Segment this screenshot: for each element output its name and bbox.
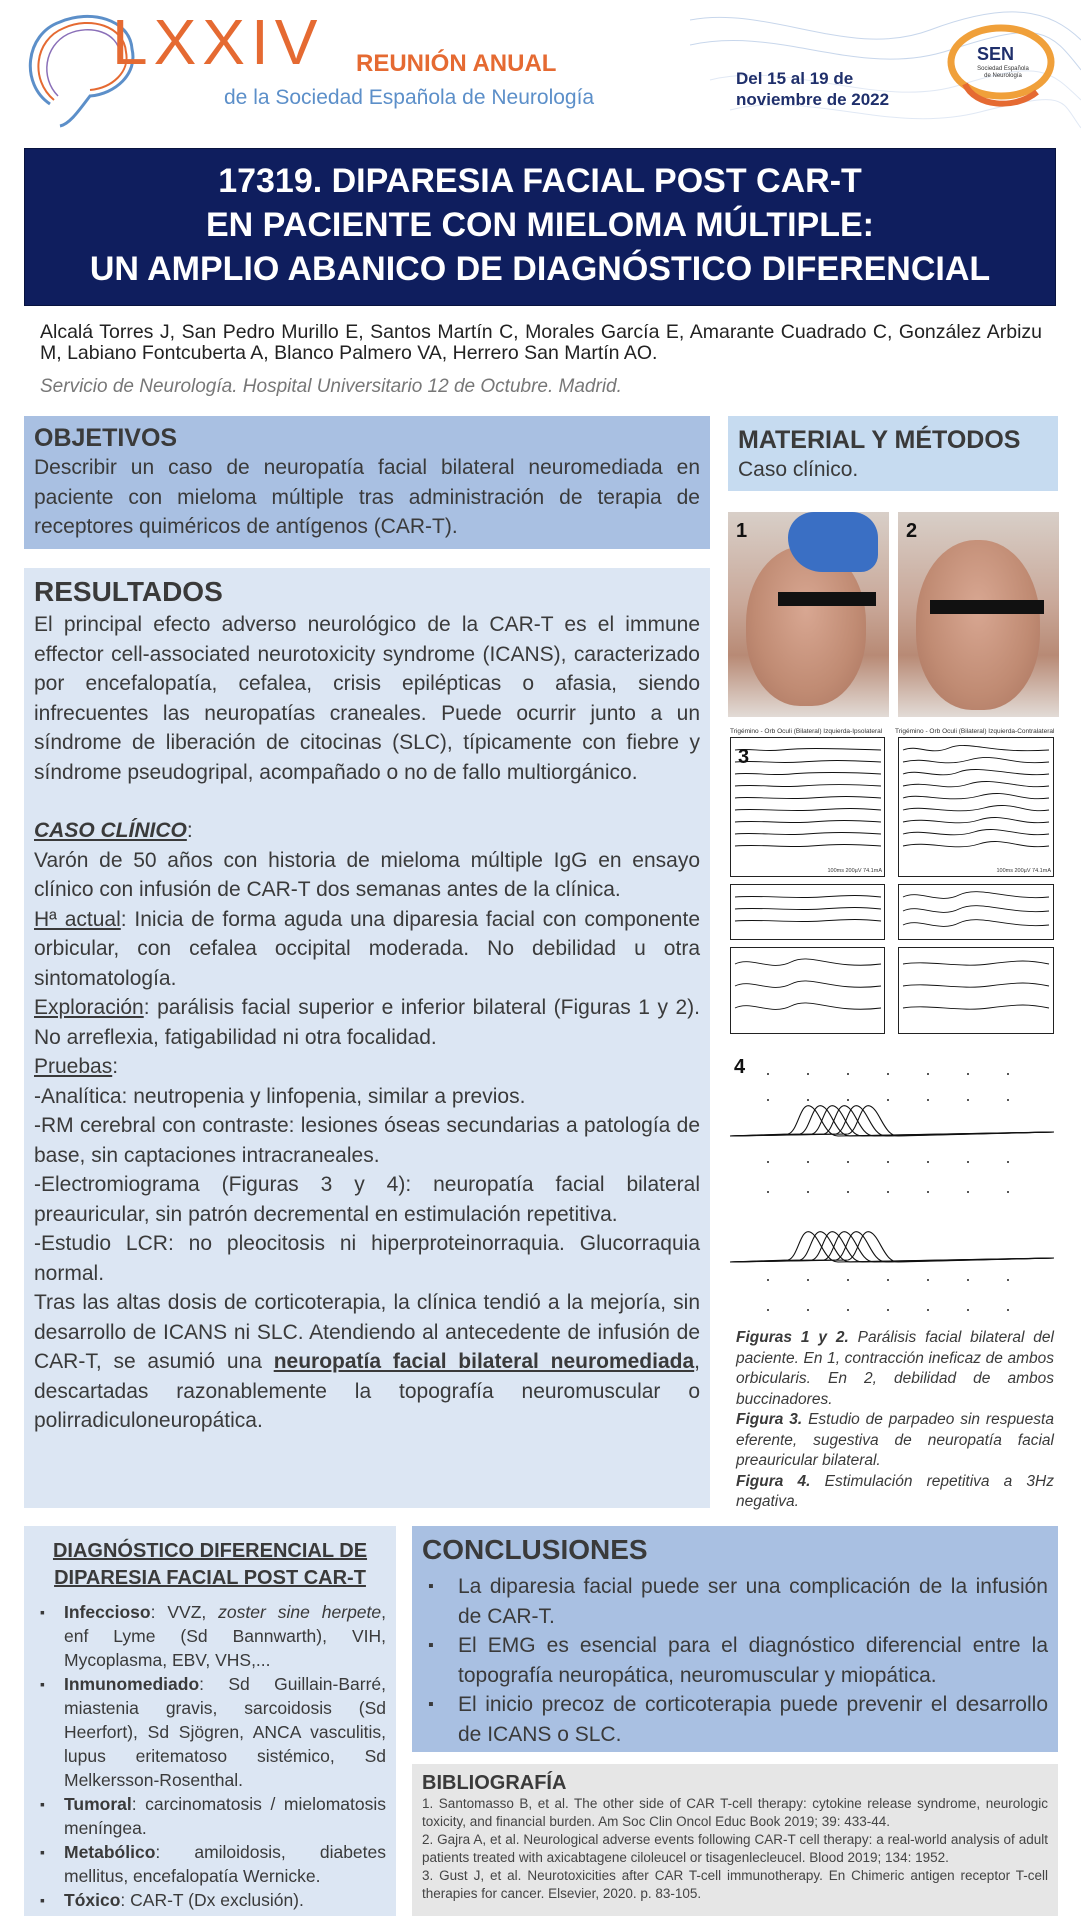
date-line-2: noviembre de 2022 bbox=[736, 90, 890, 110]
item-label: Inmunomediado bbox=[64, 1674, 200, 1694]
diagnostico-title bbox=[34, 1538, 386, 1592]
conclusiones-title: CONCLUSIONES bbox=[422, 1534, 648, 1565]
pruebas-heading bbox=[34, 1052, 700, 1082]
diagnostico-title-line-2: DIPARESIA FACIAL POST CAR-T bbox=[54, 1567, 366, 1589]
list-item: ▪ El inicio precoz de corticoterapia puede prevenir el desarrollo de ICANS o SLC. bbox=[422, 1690, 1048, 1749]
eye-censor-bar-1 bbox=[778, 592, 876, 606]
date-line-1: Del 15 al 19 de bbox=[736, 69, 854, 88]
poster-title-box bbox=[24, 148, 1056, 306]
figure-3-emg bbox=[728, 728, 1058, 1040]
objetivos-text: Describir un caso de neuropatía facial bilateral neuromediada en paciente con mieloma múltiple tras administración de terapia de receptores quiméricos de antígenos (CAR-T). bbox=[34, 456, 700, 538]
emg-trace-4 bbox=[899, 885, 1053, 939]
eye-censor-bar-2 bbox=[930, 600, 1044, 614]
list-item: ▪ El EMG es esencial para el diagnóstico diferencial entre la topografía neuropática, neuromuscular y miopática. bbox=[422, 1631, 1048, 1690]
title-line-2: EN PACIENTE CON MIELOMA MÚLTIPLE: bbox=[205, 206, 874, 244]
bibliografia-section bbox=[412, 1764, 1058, 1916]
sen-logo-subtext: Sociedad Española de Neurología bbox=[977, 66, 1029, 79]
pruebas-colon: : bbox=[112, 1055, 119, 1078]
final-pre: Tras las altas dosis de corticoterapia, la clínica tendió a la mejoría, sin desarrollo de ICANS ni SLC. Atendiendo al antecedente de infusión de CAR-T, se asumió una bbox=[34, 1291, 700, 1373]
item-text: : CAR-T (Dx exclusión). bbox=[120, 1890, 304, 1910]
emg-panel-5 bbox=[730, 947, 885, 1034]
congress-numeral: LXXIV bbox=[112, 6, 324, 78]
historia-actual-label: Hª actual bbox=[34, 907, 121, 931]
emg-panel-1 bbox=[730, 737, 885, 877]
material-title: MATERIAL Y MÉTODOS bbox=[738, 426, 1021, 454]
sen-logo bbox=[945, 22, 1061, 112]
conclusiones-list bbox=[422, 1572, 1048, 1749]
emg-panel-6 bbox=[898, 947, 1054, 1034]
exploracion-label: Exploración bbox=[34, 996, 144, 1019]
objetivos-section bbox=[24, 416, 710, 549]
resultados-section bbox=[24, 568, 710, 1508]
emg-panel-3 bbox=[730, 884, 885, 940]
authors: Alcalá Torres J, San Pedro Murillo E, Santos Martín C, Morales García E, Amarante Cuadrado C, González Arbizu M, Labiano Fontcuberta A, Blanco Palmero VA, Herrero San Martín AO. bbox=[40, 321, 1042, 364]
figure-2-number: 2 bbox=[906, 520, 918, 542]
caso-clinico-title: CASO CLÍNICO bbox=[34, 819, 187, 842]
caption-fig4-label: Figura 4. bbox=[736, 1472, 811, 1490]
figure-1-number: 1 bbox=[736, 520, 748, 542]
figure-3-number: 3 bbox=[738, 746, 750, 768]
item-label: Tóxico bbox=[64, 1890, 121, 1910]
emg-trace-6 bbox=[899, 948, 1053, 1033]
diagnostico-title-line-1: DIAGNÓSTICO DIFERENCIAL DE bbox=[52, 1540, 368, 1562]
item-label: Tumoral bbox=[64, 1794, 132, 1814]
item-italic: zoster sine herpete bbox=[218, 1602, 382, 1622]
exploracion-text: : parálisis facial superior e inferior bilateral (Figuras 1 y 2). No arreflexia, fatigabilidad ni otra focalidad. bbox=[34, 996, 700, 1049]
figure-4-number: 4 bbox=[734, 1056, 746, 1078]
title-line-3: UN AMPLIO ABANICO DE DIAGNÓSTICO DIFERENCIAL bbox=[89, 250, 991, 288]
sen-logo-text: SEN bbox=[977, 44, 1015, 64]
title-line-1: 17319. DIPARESIA FACIAL POST CAR-T bbox=[218, 162, 862, 200]
item-label: Metabólico bbox=[64, 1842, 156, 1862]
list-item bbox=[34, 1600, 386, 1672]
emg-panel-4 bbox=[898, 884, 1054, 940]
poster-title bbox=[25, 149, 1055, 291]
exploracion bbox=[34, 993, 700, 1052]
final-post: , descartadas razonablemente la topografía neuromuscular o polirradiculoneuropática. bbox=[34, 1350, 700, 1432]
caso-clinico-colon: : bbox=[186, 819, 193, 842]
objetivos-title: OBJETIVOS bbox=[34, 424, 178, 452]
congress-dates bbox=[736, 68, 889, 111]
caption-fig12-text: Parálisis facial bilateral del paciente. En 1, contracción ineficaz de ambos orbicularis. En 2, debilidad de ambos buccinadores. bbox=[736, 1329, 1054, 1408]
caption-fig12-label: Figuras 1 y 2. bbox=[736, 1329, 849, 1346]
list-item: ▪ La diparesia facial puede ser una complicación de la infusión de CAR-T. bbox=[422, 1572, 1048, 1631]
society-name: de la Sociedad Española de Neurología bbox=[224, 86, 595, 109]
item-text: : VVZ, bbox=[150, 1602, 219, 1622]
item-rest: , enf Lyme (Sd Bannwarth), VIH, Mycoplasma, EBV, VHS,... bbox=[64, 1602, 386, 1670]
prueba-lcr: -Estudio LCR: no pleocitosis ni hiperproteinorraquia. Glucorraquia normal. bbox=[34, 1232, 700, 1285]
affiliation: Servicio de Neurología. Hospital Universitario 12 de Octubre. Madrid. bbox=[40, 376, 622, 397]
prueba-emg: -Electromiograma (Figuras 3 y 4): neuropatía facial bilateral preauricular, sin patrón decremental en estimulación repetitiva. bbox=[34, 1173, 700, 1226]
emg-trace-2 bbox=[899, 738, 1053, 876]
final-bold: neuropatía facial bilateral neuromediada bbox=[273, 1350, 695, 1373]
historia-actual bbox=[34, 905, 700, 994]
prueba-rm: -RM cerebral con contraste: lesiones óseas secundarias a patología de base, sin captaciones intracraneales. bbox=[34, 1114, 700, 1167]
reference-item: 1. Santomasso B, et al. The other side of CAR T-cell therapy: cytokine release syndrome, neurologic toxicity, and financial burden. Am Soc Clin Oncol Educ Book 2019; 39: 433-44. bbox=[422, 1796, 1048, 1829]
resultados-intro: El principal efecto adverso neurológico de la CAR-T es el immune effector cell-associated neurotoxicity syndrome (ICANS), caracterizado por encefalopatía, cefalea, crisis epilépticas o afasia, siendo infrecuentes las neuropatías craneales. Puede ocurrir junto a un síndrome de liberación de citocinas (SLC), típicamente con fiebre y síndrome pseudogripal, acompañado o no de fallo multiorgánico. bbox=[34, 613, 700, 784]
figure-1-photo bbox=[728, 512, 889, 717]
diagnostico-diferencial-section bbox=[24, 1526, 396, 1916]
figure-4-repetitive-stimulation bbox=[728, 1052, 1058, 1322]
item-label: Infeccioso bbox=[64, 1602, 151, 1622]
caso-clinico-text: Varón de 50 años con historia de mieloma múltiple IgG en ensayo clínico con infusión de CAR-T dos semanas antes de la clínica. bbox=[34, 848, 700, 901]
poster-header bbox=[0, 0, 1081, 140]
reference-item: 3. Gust J, et al. Neurotoxicities after CAR T-cell immunotherapy. En Chimeric antigen receptor T-cell therapies for cancer. Elsevier, 2020. p. 83-105. bbox=[422, 1868, 1048, 1901]
material-section bbox=[728, 416, 1058, 491]
list-item bbox=[34, 1840, 386, 1888]
emg-scale-1: 100ms 200µV 74.1mA bbox=[827, 868, 882, 874]
glove-hand bbox=[788, 512, 878, 572]
emg-header-left: Trigémino - Orb Oculi (Bilateral) Izquierda-Ipsolateral bbox=[730, 728, 883, 735]
item-text: : carcinomatosis / mielomatosis meníngea. bbox=[64, 1794, 386, 1838]
congress-name: REUNIÓN ANUAL bbox=[356, 50, 557, 77]
historia-actual-text: : Inicia de forma aguda una diparesia facial con componente orbicular, con cefalea occipital moderada. No debilidad u otra sintomatología. bbox=[34, 907, 700, 990]
figure-2-photo bbox=[898, 512, 1059, 717]
figure-caption bbox=[736, 1328, 1054, 1513]
reference-item: 2. Gajra A, et al. Neurological adverse events following CAR-T cell therapy: a real-world analysis of adult patients treated with axicabtagene ciloleucel or tisagenlecleucel. Blood 2019; 134: 1952. bbox=[422, 1832, 1048, 1865]
list-item bbox=[34, 1888, 386, 1912]
emg-trace-5 bbox=[731, 948, 884, 1033]
material-text: Caso clínico. bbox=[738, 458, 859, 481]
bibliografia-title: BIBLIOGRAFÍA bbox=[422, 1772, 567, 1794]
caso-clinico-heading bbox=[34, 816, 700, 846]
caption-fig4 bbox=[736, 1472, 1054, 1513]
caption-fig3-label: Figura 3. bbox=[736, 1411, 803, 1428]
resultados-final bbox=[34, 1288, 700, 1436]
figure-4-trace bbox=[728, 1052, 1058, 1322]
item-text: : amiloidosis, diabetes mellitus, encefalopatía Wernicke. bbox=[64, 1842, 386, 1886]
emg-trace-1 bbox=[731, 738, 884, 876]
list-item bbox=[34, 1672, 386, 1792]
caption-fig3-text: Estudio de parpadeo sin respuesta eferente, sugestiva de neuropatía facial preauricular bilateral. bbox=[736, 1411, 1054, 1469]
resultados-title: RESULTADOS bbox=[34, 576, 223, 607]
list-item bbox=[34, 1792, 386, 1840]
caption-fig4-text: Estimulación repetitiva a 3Hz negativa. bbox=[736, 1472, 1054, 1510]
emg-scale-2: 100ms 200µV 74.1mA bbox=[996, 868, 1051, 874]
conclusiones-section bbox=[412, 1526, 1058, 1752]
prueba-analitica: -Analítica: neutropenia y linfopenia, similar a previos. bbox=[34, 1084, 526, 1108]
caption-fig12 bbox=[736, 1328, 1054, 1410]
pruebas-label: Pruebas bbox=[34, 1055, 113, 1078]
emg-trace-3 bbox=[731, 885, 884, 939]
emg-header-right: Trigémino - Orb Oculi (Bilateral) Izquierda-Contralateral bbox=[895, 728, 1055, 735]
item-text: : Sd Guillain-Barré, miastenia gravis, sarcoidosis (Sd Heerfort), Sd Sjögren, ANCA vasculitis, lupus eritematoso sistémico, Sd Melkersson-Rosenthal. bbox=[64, 1674, 386, 1790]
caption-fig3 bbox=[736, 1410, 1054, 1472]
diagnostico-list bbox=[34, 1600, 386, 1912]
emg-panel-2 bbox=[898, 737, 1054, 877]
